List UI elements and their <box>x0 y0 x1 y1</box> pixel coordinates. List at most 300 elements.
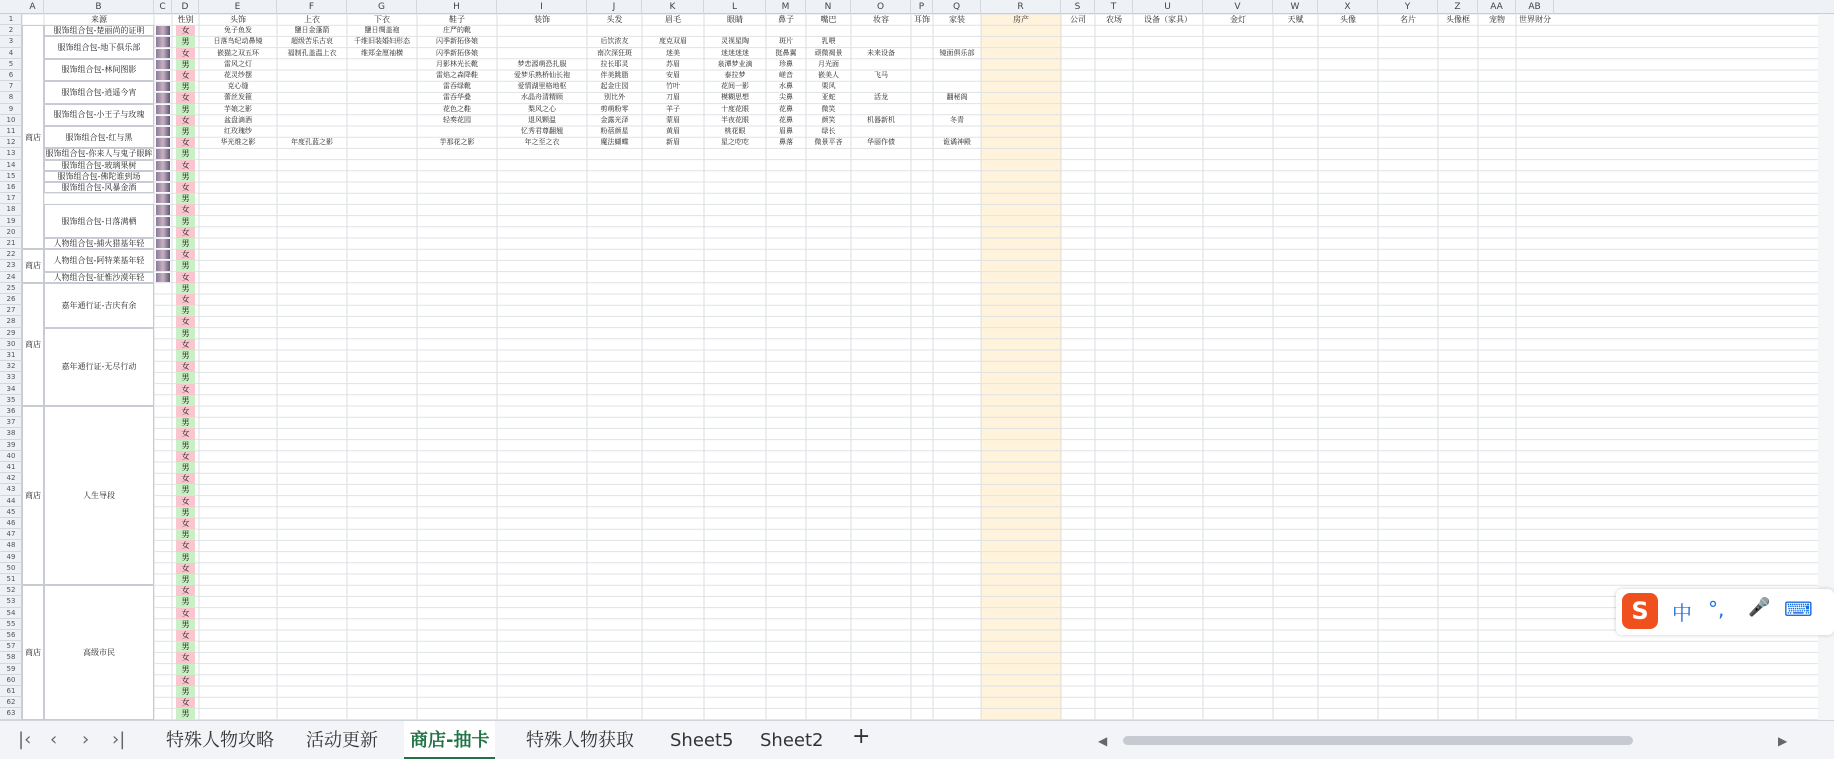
data-cell[interactable]: 花鼻 <box>779 104 793 113</box>
gender-cell[interactable]: 女 <box>176 428 195 439</box>
row-header[interactable]: 24 <box>0 272 22 283</box>
data-cell[interactable]: 蒙眉 <box>666 115 680 124</box>
source-cell[interactable]: 人生导段 <box>44 406 154 585</box>
data-cell[interactable]: 剪萌粉零 <box>600 104 629 113</box>
row-header[interactable]: 22 <box>0 249 22 260</box>
header-cell[interactable]: 头像框 <box>1446 15 1470 24</box>
column-header-e[interactable]: E <box>199 0 277 14</box>
data-cell[interactable]: 镜面俱乐部 <box>939 48 975 57</box>
gender-cell[interactable]: 女 <box>176 518 195 529</box>
row-header[interactable]: 48 <box>0 540 22 551</box>
gender-cell[interactable]: 男 <box>176 238 195 249</box>
data-cell[interactable]: 亚蛇 <box>821 93 836 102</box>
data-cell[interactable]: 梦恋源萌恐扎服 <box>517 59 567 68</box>
header-cell[interactable]: 眼睛 <box>727 15 743 24</box>
gender-cell[interactable]: 男 <box>176 59 195 70</box>
header-cell[interactable]: 头发 <box>606 15 623 24</box>
source-cell[interactable]: 人物组合包-阿特莱基年轻 <box>44 249 154 271</box>
column-header-o[interactable]: O <box>851 0 911 14</box>
data-cell[interactable]: 斑片 <box>779 37 793 46</box>
source-cell[interactable]: 服饰组合包-楚丽尚的证明 <box>44 25 154 36</box>
gender-cell[interactable]: 女 <box>176 540 195 551</box>
row-header[interactable]: 25 <box>0 283 22 294</box>
data-cell[interactable]: 月光面 <box>818 59 839 68</box>
microphone-icon[interactable]: 🎤 <box>1748 597 1771 618</box>
scroll-right-icon[interactable]: ▶ <box>1778 734 1788 748</box>
data-cell[interactable]: 庄严的靴 <box>443 26 471 35</box>
data-cell[interactable]: 迷迷迷迷 <box>721 48 749 57</box>
gender-cell[interactable]: 男 <box>176 417 195 428</box>
row-header[interactable]: 37 <box>0 417 22 428</box>
data-cell[interactable]: 微笑 <box>821 104 836 113</box>
data-cell[interactable]: 颜笑 <box>821 115 836 124</box>
row-header[interactable]: 8 <box>0 92 22 103</box>
data-cell[interactable]: 蕾丝发箍 <box>224 93 252 102</box>
column-header-s[interactable]: S <box>1061 0 1095 14</box>
column-header-y[interactable]: Y <box>1378 0 1438 14</box>
row-header[interactable]: 62 <box>0 697 22 708</box>
horizontal-scrollbar[interactable] <box>1098 733 1798 747</box>
gender-cell[interactable]: 男 <box>176 126 195 137</box>
data-cell[interactable]: 雷风之灯 <box>224 59 252 68</box>
sheet-tab[interactable]: 特殊人物获取 <box>526 730 634 751</box>
row-header[interactable]: 5 <box>0 59 22 70</box>
gender-cell[interactable]: 男 <box>176 328 195 339</box>
data-cell[interactable]: 雷吞绿靴 <box>443 82 471 91</box>
header-cell[interactable]: 鼻子 <box>778 15 794 24</box>
row-header[interactable]: 29 <box>0 328 22 339</box>
data-cell[interactable]: 别比外 <box>604 93 625 102</box>
header-cell[interactable]: 农场 <box>1106 15 1122 24</box>
category-cell[interactable]: 商店 <box>22 249 44 283</box>
data-cell[interactable]: 泉潭梦业滴 <box>717 59 753 68</box>
row-header[interactable]: 10 <box>0 115 22 126</box>
data-cell[interactable]: 轻奏花园 <box>443 115 471 124</box>
data-cell[interactable]: 雷吞华叠 <box>443 93 471 102</box>
keyboard-icon[interactable]: ⌨ <box>1784 597 1813 621</box>
header-cell[interactable]: 金灯 <box>1230 15 1246 24</box>
row-header[interactable]: 30 <box>0 339 22 350</box>
row-header[interactable]: 41 <box>0 462 22 473</box>
source-cell[interactable]: 高级市民 <box>44 585 154 719</box>
gender-cell[interactable]: 女 <box>176 406 195 417</box>
row-header[interactable]: 53 <box>0 596 22 607</box>
row-header[interactable]: 27 <box>0 305 22 316</box>
header-cell[interactable]: 装饰 <box>534 15 550 24</box>
data-cell[interactable]: 花鼻 <box>779 115 793 124</box>
data-cell[interactable]: 鹽日金蓬箭 <box>294 26 330 35</box>
data-cell[interactable]: 伴美跳脂 <box>600 71 629 79</box>
column-header-i[interactable]: I <box>497 0 587 14</box>
gender-cell[interactable]: 男 <box>176 596 195 607</box>
column-header-m[interactable]: M <box>766 0 806 14</box>
data-cell[interactable]: 眉鼻 <box>779 127 793 135</box>
data-cell[interactable]: 爱情湖里格地枢 <box>517 82 567 91</box>
gender-cell[interactable]: 女 <box>176 294 195 305</box>
gender-cell[interactable]: 女 <box>176 115 195 126</box>
source-cell[interactable]: 服饰组合包-地下俱乐部 <box>44 36 154 58</box>
data-cell[interactable]: 花间一影 <box>721 82 749 91</box>
data-cell[interactable]: 盆盘滴酒 <box>224 115 252 124</box>
scroll-left-icon[interactable]: ◀ <box>1098 734 1108 748</box>
column-header-n[interactable]: N <box>806 0 851 14</box>
column-header-u[interactable]: U <box>1133 0 1203 14</box>
row-header[interactable]: 15 <box>0 171 22 182</box>
row-header[interactable]: 21 <box>0 238 22 249</box>
gender-cell[interactable]: 女 <box>176 25 195 36</box>
column-header-q[interactable]: Q <box>933 0 981 14</box>
row-header[interactable]: 18 <box>0 204 22 215</box>
column-header-aa[interactable]: AA <box>1478 0 1516 14</box>
ime-toolbar[interactable] <box>1616 589 1834 635</box>
column-header-w[interactable]: W <box>1273 0 1318 14</box>
source-cell[interactable]: 服饰组合包-玻璃果树 <box>44 160 154 171</box>
gender-cell[interactable]: 女 <box>176 160 195 171</box>
gender-cell[interactable]: 女 <box>176 630 195 641</box>
row-header[interactable]: 38 <box>0 428 22 439</box>
row-header[interactable]: 39 <box>0 440 22 451</box>
data-cell[interactable]: 粉蓓颜星 <box>600 127 629 135</box>
data-cell[interactable]: 花灵纱摆 <box>224 71 252 79</box>
data-cell[interactable]: 绿长 <box>821 127 836 135</box>
row-header[interactable]: 19 <box>0 216 22 227</box>
gender-cell[interactable]: 男 <box>176 283 195 294</box>
data-cell[interactable]: 星之吃吃 <box>721 138 749 147</box>
gender-cell[interactable]: 男 <box>176 552 195 563</box>
gender-cell[interactable]: 男 <box>176 484 195 495</box>
header-cell[interactable]: 头饰 <box>230 15 246 24</box>
row-header[interactable]: 43 <box>0 484 22 495</box>
next-sheet-icon[interactable]: › <box>82 729 90 750</box>
data-cell[interactable]: 华光维之影 <box>220 138 256 147</box>
data-cell[interactable]: 机器新机 <box>867 115 895 124</box>
data-cell[interactable]: 忆秀君尊翻翘 <box>521 127 563 135</box>
header-cell[interactable]: 设备（家具） <box>1144 15 1192 24</box>
column-header-ab[interactable]: AB <box>1516 0 1554 14</box>
data-cell[interactable]: 克心缝 <box>227 82 249 91</box>
header-cell[interactable]: 世界财分 <box>1519 15 1551 24</box>
gender-cell[interactable]: 男 <box>176 507 195 518</box>
row-header[interactable]: 23 <box>0 260 22 271</box>
ime-mode-toggle[interactable]: 中 <box>1672 601 1692 625</box>
gender-cell[interactable]: 女 <box>176 608 195 619</box>
data-cell[interactable]: 爱梦乐熟桥仙长袍 <box>514 71 570 79</box>
row-header[interactable]: 31 <box>0 350 22 361</box>
row-header[interactable]: 1 <box>0 14 22 25</box>
column-header-j[interactable]: J <box>587 0 642 14</box>
data-cell[interactable]: 月影林光长靴 <box>436 59 478 68</box>
gender-cell[interactable]: 男 <box>176 641 195 652</box>
data-cell[interactable]: 安眉 <box>666 71 680 79</box>
column-header-r[interactable]: R <box>981 0 1061 14</box>
data-cell[interactable]: 嵌猫之双五环 <box>217 48 259 57</box>
gender-cell[interactable]: 女 <box>176 339 195 350</box>
sheet-tab[interactable]: 商店-抽卡 <box>404 721 495 759</box>
first-sheet-icon[interactable]: |‹ <box>18 729 32 750</box>
source-cell[interactable]: 嘉年通行证-无尽行动 <box>44 328 154 406</box>
sogou-logo-icon[interactable]: S <box>1622 593 1658 629</box>
column-header-l[interactable]: L <box>704 0 766 14</box>
row-header[interactable]: 4 <box>0 48 22 59</box>
row-header[interactable]: 26 <box>0 294 22 305</box>
gender-cell[interactable]: 女 <box>176 70 195 81</box>
row-header[interactable]: 57 <box>0 641 22 652</box>
data-cell[interactable]: 梨风之心 <box>528 104 556 113</box>
header-cell[interactable]: 天赋 <box>1287 15 1304 24</box>
header-cell[interactable]: 房产 <box>1013 15 1029 24</box>
gender-cell[interactable]: 女 <box>176 585 195 596</box>
data-cell[interactable]: 泰拉梦 <box>724 71 746 79</box>
gender-cell[interactable]: 女 <box>176 92 195 103</box>
prev-sheet-icon[interactable]: ‹ <box>50 729 58 750</box>
column-header-g[interactable]: G <box>347 0 417 14</box>
data-cell[interactable]: 闪季新拓侈娘 <box>436 48 478 57</box>
source-cell[interactable]: 服饰组合包-逍遥今宵 <box>44 81 154 103</box>
data-cell[interactable]: 十度花眼 <box>721 104 749 113</box>
header-cell[interactable]: 嘴巴 <box>820 15 837 24</box>
gender-cell[interactable]: 女 <box>176 48 195 59</box>
data-cell[interactable]: 羊子 <box>666 104 680 113</box>
data-cell[interactable]: 水晶舟清精顾 <box>521 93 563 102</box>
source-cell[interactable]: 服饰组合包-日落满栖 <box>44 204 154 238</box>
data-cell[interactable]: 模糊思想 <box>721 93 749 102</box>
data-cell[interactable]: 拉长耶灵 <box>600 59 629 68</box>
gender-cell[interactable]: 女 <box>176 137 195 148</box>
column-header-a[interactable]: A <box>22 0 44 14</box>
gender-cell[interactable]: 女 <box>176 473 195 484</box>
data-cell[interactable]: 栗风 <box>821 82 836 91</box>
row-header[interactable]: 36 <box>0 406 22 417</box>
category-cell[interactable]: 商店 <box>22 283 44 406</box>
data-cell[interactable]: 退风颗温 <box>528 115 556 124</box>
row-header[interactable]: 3 <box>0 36 22 47</box>
data-cell[interactable]: 珍鼻 <box>779 59 793 68</box>
source-cell[interactable]: 服饰组合包-小王子与玫瑰 <box>44 104 154 126</box>
data-cell[interactable]: 黄眉 <box>666 127 680 135</box>
gender-cell[interactable]: 女 <box>176 227 195 238</box>
data-cell[interactable]: 顽微褐景 <box>814 48 843 57</box>
data-cell[interactable]: 度克双眉 <box>659 37 687 46</box>
source-cell[interactable]: 服饰组合包-林间图影 <box>44 59 154 81</box>
gender-cell[interactable]: 男 <box>176 36 195 47</box>
header-cell[interactable]: 鞋子 <box>449 15 465 24</box>
row-header[interactable]: 47 <box>0 529 22 540</box>
header-cell[interactable]: 公司 <box>1070 15 1086 24</box>
column-header-p[interactable]: P <box>911 0 933 14</box>
gender-cell[interactable]: 女 <box>176 249 195 260</box>
data-cell[interactable]: 乳喂 <box>821 37 836 46</box>
data-cell[interactable]: 魔法蝴蝶 <box>600 138 629 147</box>
data-cell[interactable]: 冬青 <box>950 115 964 124</box>
data-cell[interactable]: 翻秘阁 <box>946 93 968 102</box>
data-cell[interactable]: 花色之鞋 <box>443 104 471 113</box>
data-cell[interactable]: 新眉 <box>666 138 680 147</box>
column-header-x[interactable]: X <box>1318 0 1378 14</box>
horizontal-scroll-thumb[interactable] <box>1123 736 1633 745</box>
sheet-tab[interactable]: 特殊人物攻略 <box>166 730 274 751</box>
data-cell[interactable]: 超级苦乐古哀 <box>291 37 333 46</box>
gender-cell[interactable]: 女 <box>176 272 195 283</box>
row-header[interactable]: 49 <box>0 552 22 563</box>
source-cell[interactable]: 人物组合包-征惟沙漠年轻 <box>44 272 154 283</box>
row-header[interactable]: 63 <box>0 708 22 719</box>
row-header[interactable]: 45 <box>0 507 22 518</box>
gender-cell[interactable]: 女 <box>176 316 195 327</box>
data-cell[interactable]: 微景平吝 <box>814 138 843 147</box>
data-cell[interactable]: 起金庄园 <box>600 82 629 91</box>
sheet-tab[interactable]: 活动更新 <box>306 730 378 751</box>
data-cell[interactable]: 鹽日绸盖袍 <box>364 26 400 35</box>
gender-cell[interactable]: 女 <box>176 697 195 708</box>
data-cell[interactable]: 免子鱼发 <box>224 26 252 35</box>
column-header-d[interactable]: D <box>172 0 199 14</box>
column-header-f[interactable]: F <box>277 0 347 14</box>
row-header[interactable]: 44 <box>0 496 22 507</box>
source-cell[interactable]: 服饰组合包-佛陀谁到场 <box>44 171 154 182</box>
data-cell[interactable]: 南次深狂斑 <box>597 48 632 57</box>
gender-cell[interactable]: 男 <box>176 260 195 271</box>
row-header[interactable]: 9 <box>0 104 22 115</box>
row-header[interactable]: 50 <box>0 563 22 574</box>
sheet-tab[interactable]: Sheet2 <box>760 730 824 751</box>
data-cell[interactable]: 后饮浓友 <box>600 37 629 46</box>
data-cell[interactable]: 桃花眼 <box>724 127 746 135</box>
row-header[interactable]: 56 <box>0 630 22 641</box>
column-header-c[interactable]: C <box>154 0 172 14</box>
row-header[interactable]: 60 <box>0 675 22 686</box>
source-cell[interactable]: 嘉年通行证-吉庆有余 <box>44 283 154 328</box>
gender-cell[interactable]: 男 <box>176 216 195 227</box>
header-cell[interactable]: 家装 <box>949 15 965 24</box>
gender-cell[interactable]: 男 <box>176 686 195 697</box>
gender-cell[interactable]: 女 <box>176 384 195 395</box>
column-header-z[interactable]: Z <box>1438 0 1478 14</box>
category-cell[interactable]: 商店 <box>22 406 44 585</box>
data-cell[interactable]: 迷美 <box>666 48 680 57</box>
data-cell[interactable]: 雷焰之森降鞋 <box>436 71 478 79</box>
header-cell[interactable]: 名片 <box>1400 15 1416 24</box>
data-cell[interactable]: 芋那花之影 <box>439 138 475 147</box>
header-cell[interactable]: 耳饰 <box>914 15 930 24</box>
row-header[interactable]: 52 <box>0 585 22 596</box>
sheet-tab[interactable]: Sheet5 <box>670 730 734 751</box>
gender-cell[interactable]: 男 <box>176 350 195 361</box>
data-cell[interactable]: 嵌美人 <box>818 71 839 79</box>
category-cell[interactable]: 商店 <box>22 585 44 719</box>
ime-punctuation-toggle[interactable]: °, <box>1708 597 1725 621</box>
row-header[interactable]: 2 <box>0 25 22 36</box>
data-cell[interactable]: 竹叶 <box>666 82 680 91</box>
row-header[interactable]: 34 <box>0 384 22 395</box>
gender-cell[interactable]: 女 <box>176 361 195 372</box>
data-cell[interactable]: 闪季新拓侈娘 <box>436 37 478 46</box>
add-sheet-icon[interactable]: + <box>852 724 871 749</box>
gender-cell[interactable]: 男 <box>176 104 195 115</box>
last-sheet-icon[interactable]: ›| <box>112 729 126 750</box>
row-header[interactable]: 55 <box>0 619 22 630</box>
row-header[interactable]: 13 <box>0 148 22 159</box>
data-cell[interactable]: 年之至之衣 <box>524 138 560 147</box>
row-header[interactable]: 11 <box>0 126 22 137</box>
data-cell[interactable]: 嵯音 <box>779 71 793 79</box>
row-header[interactable]: 46 <box>0 518 22 529</box>
gender-cell[interactable]: 女 <box>176 451 195 462</box>
data-cell[interactable]: 诡谲神殿 <box>943 138 971 147</box>
header-cell[interactable]: 宠物 <box>1489 15 1505 24</box>
row-header[interactable]: 6 <box>0 70 22 81</box>
source-cell[interactable]: 服饰组合包-风暴金酒 <box>44 182 154 193</box>
row-header[interactable]: 20 <box>0 227 22 238</box>
data-cell[interactable]: 尖鼻 <box>779 93 793 102</box>
data-cell[interactable]: 挺鼻翼 <box>775 48 797 57</box>
row-header[interactable]: 32 <box>0 361 22 372</box>
row-header[interactable]: 54 <box>0 608 22 619</box>
gender-cell[interactable]: 男 <box>176 193 195 204</box>
data-cell[interactable]: 半夜花眼 <box>721 115 749 124</box>
data-cell[interactable]: 芋娘之影 <box>224 104 252 113</box>
header-cell[interactable]: 来源 <box>91 15 107 24</box>
row-header[interactable]: 59 <box>0 664 22 675</box>
gender-cell[interactable]: 女 <box>176 675 195 686</box>
row-header[interactable]: 7 <box>0 81 22 92</box>
gender-cell[interactable]: 女 <box>176 182 195 193</box>
gender-cell[interactable]: 男 <box>176 529 195 540</box>
row-header[interactable]: 40 <box>0 451 22 462</box>
gender-cell[interactable]: 男 <box>176 305 195 316</box>
gender-cell[interactable]: 男 <box>176 372 195 383</box>
gender-cell[interactable]: 女 <box>176 652 195 663</box>
row-header[interactable]: 17 <box>0 193 22 204</box>
gender-cell[interactable]: 男 <box>176 664 195 675</box>
data-cell[interactable]: 飞马 <box>874 71 888 79</box>
gender-cell[interactable]: 女 <box>176 204 195 215</box>
gender-cell[interactable]: 男 <box>176 574 195 585</box>
sheet-grid[interactable] <box>22 14 1834 720</box>
data-cell[interactable]: 刀眉 <box>666 93 680 102</box>
row-header[interactable]: 28 <box>0 316 22 327</box>
data-cell[interactable]: 灵视星陶 <box>721 37 749 46</box>
gender-cell[interactable]: 男 <box>176 148 195 159</box>
row-header[interactable]: 35 <box>0 395 22 406</box>
gender-cell[interactable]: 女 <box>176 563 195 574</box>
row-header[interactable]: 12 <box>0 137 22 148</box>
row-header[interactable]: 61 <box>0 686 22 697</box>
data-cell[interactable]: 日落鸟纪动鼻镜 <box>213 37 263 46</box>
data-cell[interactable]: 苏眉 <box>666 59 680 68</box>
data-cell[interactable]: 水鼻 <box>779 82 793 91</box>
data-cell[interactable]: 维郑金厘袖横 <box>361 48 403 57</box>
data-cell[interactable]: 华丽作债 <box>867 138 895 147</box>
column-header-b[interactable]: B <box>44 0 154 14</box>
data-cell[interactable]: 活龙 <box>874 93 888 102</box>
gender-cell[interactable]: 男 <box>176 462 195 473</box>
source-cell[interactable]: 服饰组合包-你来人与鬼子眼眸 <box>45 149 153 159</box>
gender-cell[interactable]: 男 <box>176 395 195 406</box>
category-cell[interactable]: 商店 <box>22 25 44 249</box>
column-header-k[interactable]: K <box>642 0 704 14</box>
source-cell[interactable]: 服饰组合包-红与黑 <box>44 126 154 148</box>
header-cell[interactable]: 妆容 <box>873 15 889 24</box>
data-cell[interactable]: 年度孔蓝之影 <box>291 138 333 147</box>
gender-cell[interactable]: 男 <box>176 81 195 92</box>
data-cell[interactable]: 红玫瑰纱 <box>224 127 252 135</box>
column-header-h[interactable]: H <box>417 0 497 14</box>
gender-cell[interactable]: 男 <box>176 171 195 182</box>
column-header-v[interactable]: V <box>1203 0 1273 14</box>
gender-cell[interactable]: 男 <box>176 619 195 630</box>
row-header[interactable]: 51 <box>0 574 22 585</box>
data-cell[interactable]: 鼻落 <box>779 138 793 147</box>
